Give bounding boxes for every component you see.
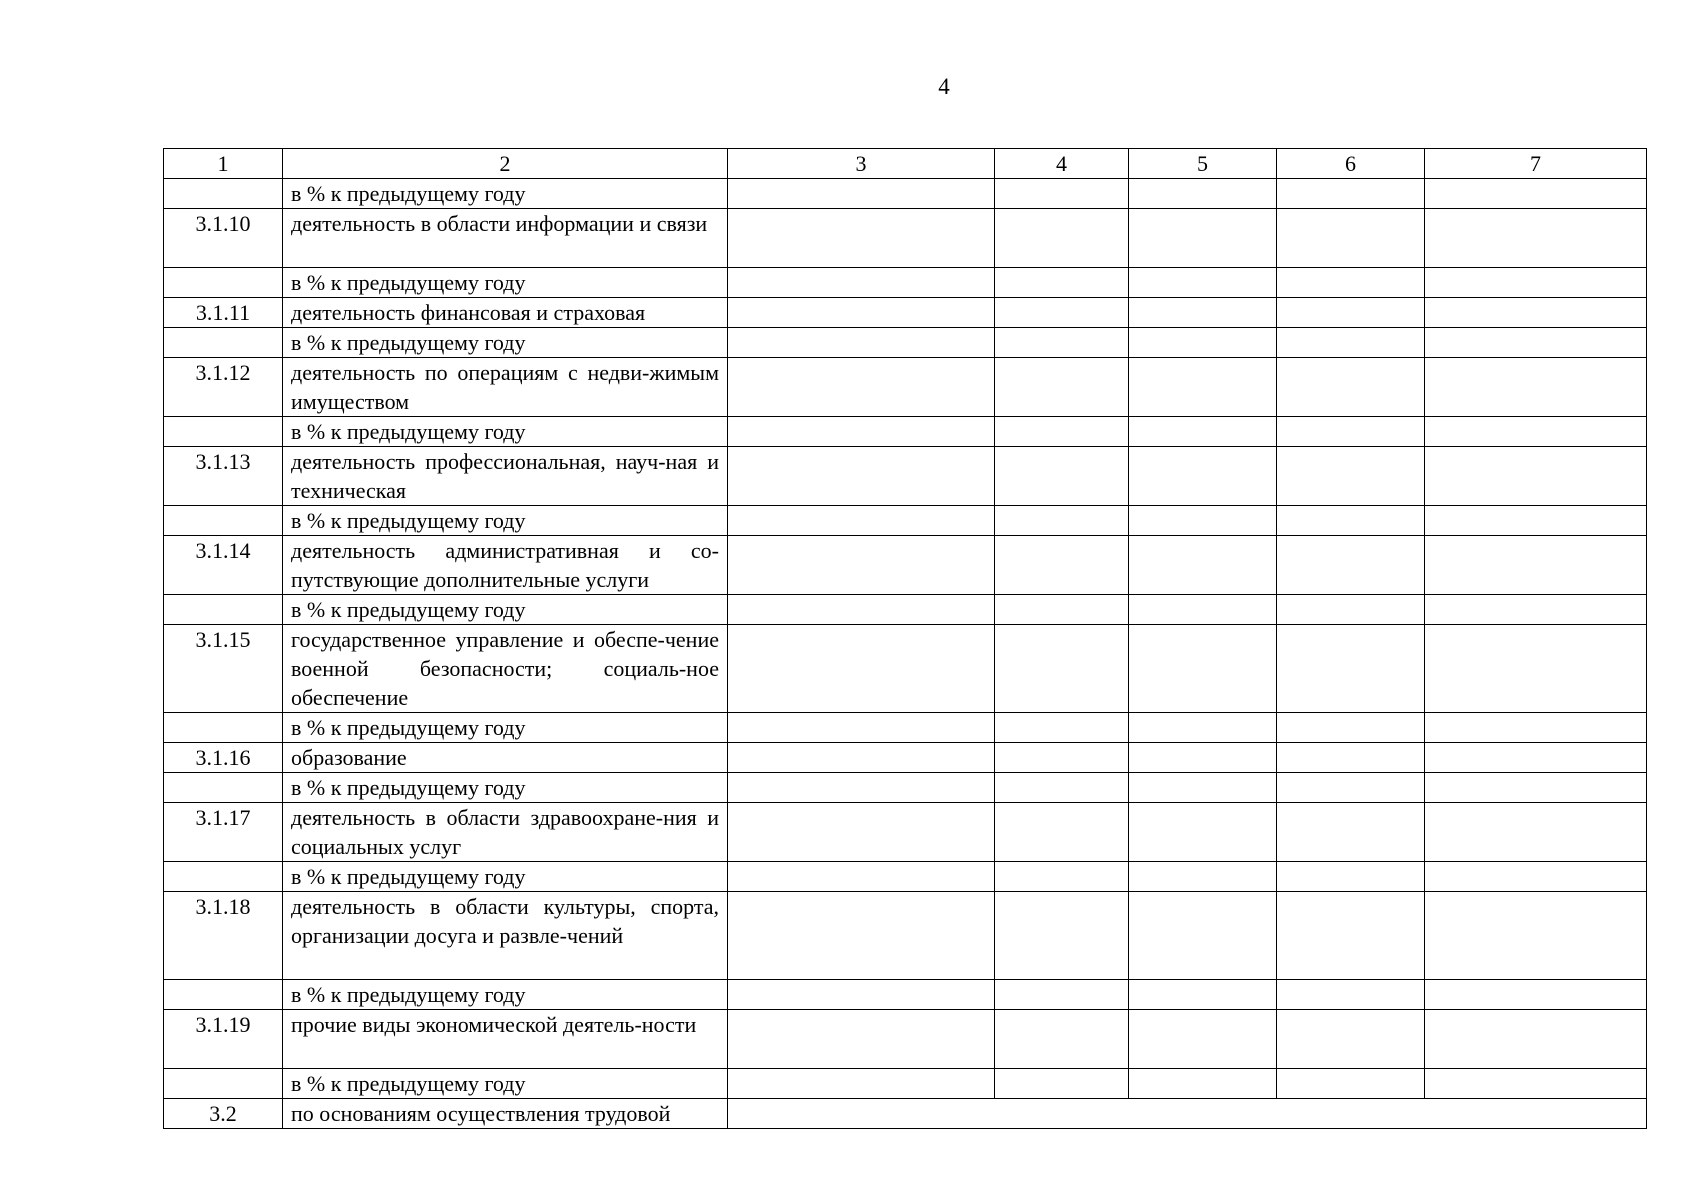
value-cell xyxy=(1129,358,1277,417)
value-cell xyxy=(1129,417,1277,447)
value-cell xyxy=(1129,743,1277,773)
value-cell xyxy=(1277,803,1425,862)
table-row xyxy=(164,536,1647,595)
value-cell xyxy=(728,595,995,625)
table-row xyxy=(164,506,1647,536)
value-cell xyxy=(995,1010,1129,1069)
value-cell xyxy=(1129,773,1277,803)
row-label: по основаниям осуществления трудовой xyxy=(283,1099,728,1129)
value-cell xyxy=(728,980,995,1010)
row-number: 3.1.18 xyxy=(164,892,283,980)
table-row xyxy=(164,447,1647,506)
table-row xyxy=(164,328,1647,358)
value-cell xyxy=(995,625,1129,713)
table-row xyxy=(164,179,1647,209)
value-cell xyxy=(1129,1069,1277,1099)
value-cell xyxy=(1425,773,1647,803)
row-number xyxy=(164,1069,283,1099)
value-cell xyxy=(1129,536,1277,595)
row-number: 3.1.13 xyxy=(164,447,283,506)
value-cell xyxy=(1129,862,1277,892)
value-cell xyxy=(728,862,995,892)
value-cell xyxy=(728,209,995,268)
value-cell xyxy=(1277,447,1425,506)
value-cell xyxy=(1129,298,1277,328)
value-cell xyxy=(995,773,1129,803)
row-label: деятельность в области информации и связи xyxy=(283,209,728,268)
value-cell xyxy=(995,268,1129,298)
row-label: в % к предыдущему году xyxy=(283,328,728,358)
table-row xyxy=(164,892,1647,980)
value-cell xyxy=(1129,1010,1277,1069)
value-cell xyxy=(728,536,995,595)
value-cell xyxy=(1277,713,1425,743)
value-cell xyxy=(1129,803,1277,862)
table-row xyxy=(164,1010,1647,1069)
value-cell xyxy=(1129,268,1277,298)
row-number xyxy=(164,862,283,892)
value-cell xyxy=(728,892,995,980)
row-label: деятельность финансовая и страховая xyxy=(283,298,728,328)
value-cell xyxy=(1277,862,1425,892)
row-number: 3.1.19 xyxy=(164,1010,283,1069)
table-row xyxy=(164,358,1647,417)
header-cell: 7 xyxy=(1425,149,1647,179)
header-cell: 1 xyxy=(164,149,283,179)
value-cell xyxy=(1277,179,1425,209)
value-cell xyxy=(1425,298,1647,328)
row-number xyxy=(164,328,283,358)
row-number xyxy=(164,268,283,298)
value-cell xyxy=(728,1010,995,1069)
table-row xyxy=(164,1069,1647,1099)
data-table xyxy=(163,148,1647,1129)
value-cell xyxy=(728,743,995,773)
row-number xyxy=(164,417,283,447)
value-cell xyxy=(1425,268,1647,298)
row-label: деятельность профессиональная, науч-ная и техническая xyxy=(283,447,728,506)
value-cell xyxy=(728,625,995,713)
row-label: в % к предыдущему году xyxy=(283,417,728,447)
value-cell xyxy=(728,358,995,417)
value-cell xyxy=(1425,1010,1647,1069)
value-cell xyxy=(1277,328,1425,358)
table-row xyxy=(164,743,1647,773)
header-cell: 4 xyxy=(995,149,1129,179)
value-cell xyxy=(1425,803,1647,862)
value-cell xyxy=(1425,417,1647,447)
value-cell xyxy=(995,358,1129,417)
value-cell xyxy=(728,1069,995,1099)
value-cell xyxy=(995,595,1129,625)
value-cell xyxy=(1129,595,1277,625)
row-label: в % к предыдущему году xyxy=(283,506,728,536)
value-cell xyxy=(1277,1069,1425,1099)
value-cell xyxy=(1277,298,1425,328)
row-number: 3.2 xyxy=(164,1099,283,1129)
row-number xyxy=(164,506,283,536)
row-number: 3.1.10 xyxy=(164,209,283,268)
value-cell xyxy=(1425,209,1647,268)
value-cell xyxy=(1425,713,1647,743)
row-label: образование xyxy=(283,743,728,773)
row-label: в % к предыдущему году xyxy=(283,1069,728,1099)
value-cell xyxy=(1277,595,1425,625)
row-number: 3.1.17 xyxy=(164,803,283,862)
value-cell xyxy=(728,298,995,328)
row-label: деятельность административная и со-путствующие дополнительные услуги xyxy=(283,536,728,595)
row-number xyxy=(164,980,283,1010)
value-cell xyxy=(728,773,995,803)
value-cell xyxy=(1129,209,1277,268)
value-cell xyxy=(1425,595,1647,625)
value-cell xyxy=(728,328,995,358)
value-cell xyxy=(1129,447,1277,506)
value-cell xyxy=(728,268,995,298)
table-row xyxy=(164,268,1647,298)
value-cell xyxy=(1277,358,1425,417)
value-cell xyxy=(995,803,1129,862)
table-row xyxy=(164,713,1647,743)
page-number: 4 xyxy=(938,74,950,99)
value-cell xyxy=(1425,328,1647,358)
value-cell xyxy=(1425,625,1647,713)
row-number: 3.1.15 xyxy=(164,625,283,713)
row-label: деятельность по операциям с недви-жимым имуществом xyxy=(283,358,728,417)
table-row xyxy=(164,298,1647,328)
value-cell xyxy=(995,179,1129,209)
row-label: в % к предыдущему году xyxy=(283,713,728,743)
table-row xyxy=(164,862,1647,892)
value-cell xyxy=(1129,892,1277,980)
value-cell xyxy=(1425,743,1647,773)
section-row xyxy=(164,1099,1647,1129)
value-cell xyxy=(1425,358,1647,417)
row-label: в % к предыдущему году xyxy=(283,268,728,298)
value-cell xyxy=(728,803,995,862)
table-row xyxy=(164,625,1647,713)
row-label: в % к предыдущему году xyxy=(283,595,728,625)
value-cell xyxy=(1277,625,1425,713)
row-label: деятельность в области здравоохране-ния и социальных услуг xyxy=(283,803,728,862)
value-cell xyxy=(995,892,1129,980)
row-number: 3.1.16 xyxy=(164,743,283,773)
value-cell xyxy=(995,447,1129,506)
value-cell xyxy=(995,1069,1129,1099)
value-cell xyxy=(1425,179,1647,209)
value-cell xyxy=(995,328,1129,358)
header-cell: 3 xyxy=(728,149,995,179)
value-cell xyxy=(1129,980,1277,1010)
table-row xyxy=(164,209,1647,268)
value-cell xyxy=(1425,536,1647,595)
header-cell: 5 xyxy=(1129,149,1277,179)
value-cell xyxy=(728,506,995,536)
value-cell xyxy=(995,298,1129,328)
value-cell xyxy=(1129,625,1277,713)
value-cell xyxy=(1277,892,1425,980)
value-cell xyxy=(995,980,1129,1010)
value-cell xyxy=(1425,892,1647,980)
value-cell xyxy=(728,179,995,209)
value-cell xyxy=(995,536,1129,595)
table-row xyxy=(164,417,1647,447)
value-cell xyxy=(1129,713,1277,743)
header-cell: 6 xyxy=(1277,149,1425,179)
header-cell: 2 xyxy=(283,149,728,179)
merged-value-cell xyxy=(728,1099,1647,1129)
row-number xyxy=(164,179,283,209)
row-number: 3.1.12 xyxy=(164,358,283,417)
value-cell xyxy=(1277,980,1425,1010)
value-cell xyxy=(1277,743,1425,773)
header-row xyxy=(164,149,1647,179)
value-cell xyxy=(1425,862,1647,892)
value-cell xyxy=(1277,1010,1425,1069)
row-label: прочие виды экономической деятель-ности xyxy=(283,1010,728,1069)
table-row xyxy=(164,773,1647,803)
value-cell xyxy=(728,417,995,447)
value-cell xyxy=(1277,506,1425,536)
value-cell xyxy=(1277,268,1425,298)
value-cell xyxy=(1129,179,1277,209)
value-cell xyxy=(728,447,995,506)
row-number: 3.1.11 xyxy=(164,298,283,328)
value-cell xyxy=(1425,506,1647,536)
value-cell xyxy=(1129,328,1277,358)
row-label: деятельность в области культуры, спорта, организации досуга и развле-чений xyxy=(283,892,728,980)
value-cell xyxy=(1425,1069,1647,1099)
value-cell xyxy=(995,713,1129,743)
value-cell xyxy=(1425,980,1647,1010)
value-cell xyxy=(1277,417,1425,447)
table-row xyxy=(164,595,1647,625)
row-label: в % к предыдущему году xyxy=(283,862,728,892)
value-cell xyxy=(1425,447,1647,506)
row-label: в % к предыдущему году xyxy=(283,773,728,803)
value-cell xyxy=(1277,536,1425,595)
value-cell xyxy=(995,209,1129,268)
value-cell xyxy=(995,506,1129,536)
row-number: 3.1.14 xyxy=(164,536,283,595)
row-label: в % к предыдущему году xyxy=(283,980,728,1010)
value-cell xyxy=(995,743,1129,773)
value-cell xyxy=(995,417,1129,447)
row-label: государственное управление и обеспе-чение военной безопасности; социаль-ное обеспечение xyxy=(283,625,728,713)
row-label: в % к предыдущему году xyxy=(283,179,728,209)
value-cell xyxy=(1277,773,1425,803)
value-cell xyxy=(1129,506,1277,536)
row-number xyxy=(164,595,283,625)
row-number xyxy=(164,713,283,743)
value-cell xyxy=(1277,209,1425,268)
value-cell xyxy=(728,713,995,743)
table-row xyxy=(164,980,1647,1010)
row-number xyxy=(164,773,283,803)
value-cell xyxy=(995,862,1129,892)
table-row xyxy=(164,803,1647,862)
